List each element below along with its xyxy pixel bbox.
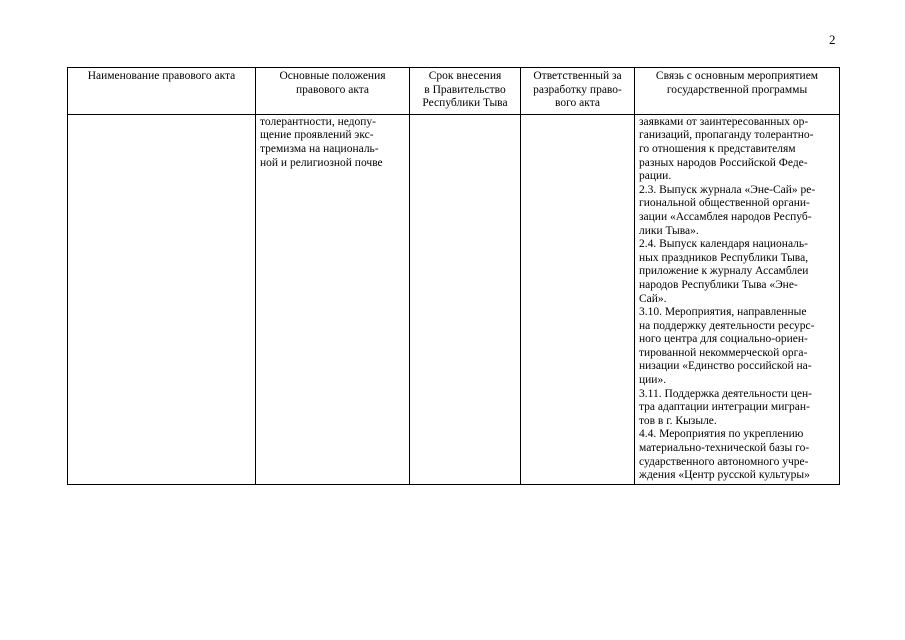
- cell-provisions: [256, 114, 410, 484]
- text-line: тра адаптации интеграции мигран-: [639, 401, 810, 414]
- header-program-links: [635, 68, 840, 115]
- text-line: ции».: [639, 374, 667, 387]
- text-line: Сай».: [639, 292, 667, 305]
- text-line: низации «Единство российской на-: [639, 360, 812, 373]
- text-line: тов в г. Кызыле.: [639, 414, 717, 427]
- text-line: 4.4. Мероприятия по укреплению: [639, 428, 804, 441]
- table-row: [68, 114, 840, 484]
- header-line: правового акта: [295, 83, 370, 96]
- text-line: ных праздников Республики Тыва,: [639, 251, 809, 264]
- header-responsible: [521, 68, 635, 115]
- text-line: зации «Ассамблея народов Респуб-: [639, 210, 812, 223]
- header-line: вого акта: [555, 97, 600, 110]
- header-line: Республики Тыва: [422, 97, 508, 110]
- header-act-name: [68, 68, 256, 115]
- header-line: Наименование правового акта: [87, 70, 236, 82]
- text-line: 3.11. Поддержка деятельности цен-: [639, 387, 813, 400]
- cell-program-links: [635, 114, 840, 484]
- text-line: народов Республики Тыва «Эне-: [639, 278, 798, 291]
- text-line: гиональной общественной органи-: [639, 197, 810, 210]
- text-line: лики Тыва».: [639, 224, 699, 237]
- text-line: сударственного автономного учре-: [639, 455, 809, 468]
- text-line: ного центра для социально-ориен-: [639, 333, 808, 346]
- text-line: 2.4. Выпуск календаря националь-: [639, 238, 808, 251]
- text-line: ждения «Центр русской культуры»: [639, 469, 810, 482]
- text-line: разных народов Российской Феде-: [639, 156, 808, 169]
- text-line: ганизаций, пропаганду толерантно-: [639, 129, 814, 142]
- text-line: заявками от заинтересованных ор-: [639, 115, 809, 128]
- header-line: Основные положения: [279, 70, 386, 82]
- header-line: разработку право-: [533, 83, 622, 96]
- header-line: государственной программы: [666, 83, 808, 96]
- text-line: тированной некоммерческой орга-: [639, 346, 808, 359]
- text-line: го отношения к представителям: [639, 142, 796, 155]
- page-number: 2: [829, 32, 836, 47]
- header-line: Срок внесения: [428, 70, 502, 82]
- text-line: тремизма на националь-: [260, 142, 379, 155]
- header-line: Связь с основным мероприятием: [655, 70, 819, 82]
- header-provisions: [256, 68, 410, 115]
- text-line: толерантности, недопу-: [260, 115, 377, 128]
- text-line: 2.3. Выпуск журнала «Эне-Сай» ре-: [639, 183, 816, 196]
- text-line: приложение к журналу Ассамблеи: [639, 265, 809, 278]
- text-line: 3.10. Мероприятия, направленные: [639, 306, 807, 319]
- header-deadline: [410, 68, 521, 115]
- cell-responsible: [521, 114, 635, 484]
- table-header-row: [68, 68, 840, 115]
- cell-deadline: [410, 114, 521, 484]
- legal-acts-table: [67, 67, 840, 485]
- text-line: ной и религиозной почве: [260, 156, 383, 169]
- cell-act-name: [68, 114, 256, 484]
- text-line: щение проявлений экс-: [260, 129, 374, 142]
- text-line: на поддержку деятельности ресурс-: [639, 319, 815, 332]
- text-line: материально-технической базы го-: [639, 442, 810, 455]
- header-line: в Правительство: [424, 83, 506, 96]
- header-line: Ответственный за: [533, 70, 622, 82]
- text-line: рации.: [639, 170, 672, 183]
